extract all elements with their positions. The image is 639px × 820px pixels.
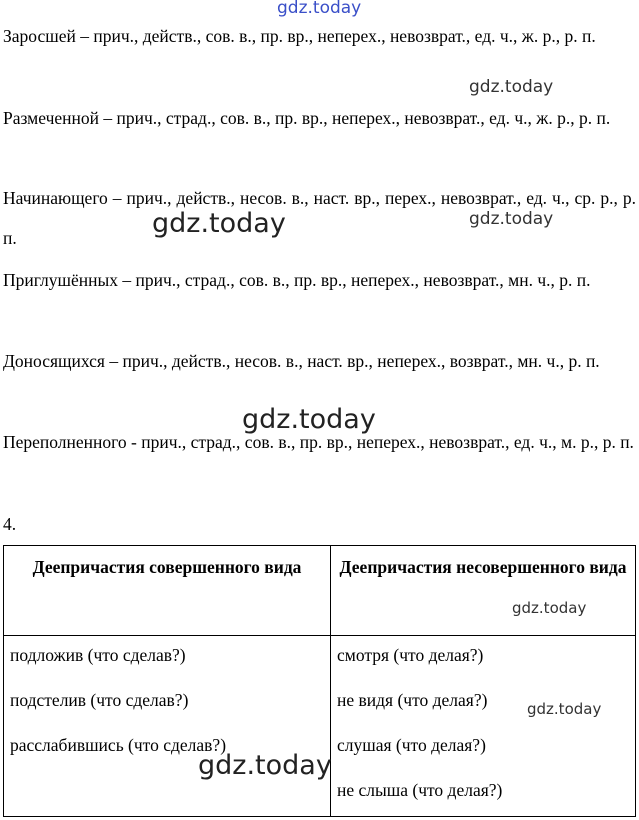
watermark: gdz.today: [152, 208, 286, 239]
perfective-cell: [4, 636, 331, 817]
paragraph-razmechennoy: Размеченной – прич., страд., сов. в., пр. вр., неперех., невозврат., ед. ч., ж. р., р. п.: [3, 108, 611, 128]
table-header-row: [4, 546, 636, 636]
task-number: 4.: [3, 514, 17, 534]
paragraph-nachinayushchego: Начинающего – прич., действ., несов. в., наст. вр., перех., невозврат., ед. ч., ср. р., р. п.: [3, 188, 636, 248]
paragraph-donosyashchikhsya: Доносящихся – прич., действ., несов. в., наст. вр., неперех., возврат., мн. ч., р. п.: [3, 351, 600, 371]
list-item: не видя (что делая?): [337, 690, 488, 710]
list-item: подложив (что сделав?): [10, 645, 186, 665]
watermark: gdz.today: [469, 209, 554, 229]
table-row: [4, 636, 636, 817]
watermark: gdz.today: [242, 404, 376, 435]
watermark: gdz.today: [512, 599, 587, 617]
list-item: подстелив (что сделав?): [10, 690, 189, 710]
list-item: слушая (что делая?): [337, 735, 486, 755]
list-item: не слыша (что делая?): [337, 780, 503, 800]
imperfective-cell: [331, 636, 636, 817]
list-item: смотря (что делая?): [337, 645, 484, 665]
watermark: gdz.today: [469, 77, 554, 97]
paragraph-perepolnennogo: Переполненного - прич., страд., сов. в., пр. вр., неперех., невозврат., ед. ч., м. р., р. п.: [3, 432, 634, 452]
watermark: gdz.today: [198, 750, 332, 781]
list-item: расслабившись (что сделав?): [10, 735, 227, 755]
paragraph-zarosshey: Заросшей – прич., действ., сов. в., пр. вр., неперех., невозврат., ед. ч., ж. р., р. п.: [3, 26, 596, 46]
watermark: gdz.today: [527, 700, 602, 718]
paragraph-priglushennykh: Приглушённых – прич., страд., сов. в., пр. вр., неперех., невозврат., мн. ч., р. п.: [3, 270, 591, 290]
watermark-top: gdz.today: [277, 0, 362, 18]
header-imperfective: Деепричастия несовершенного вида: [331, 546, 636, 636]
header-perfective: Деепричастия совершенного вида: [4, 546, 331, 636]
